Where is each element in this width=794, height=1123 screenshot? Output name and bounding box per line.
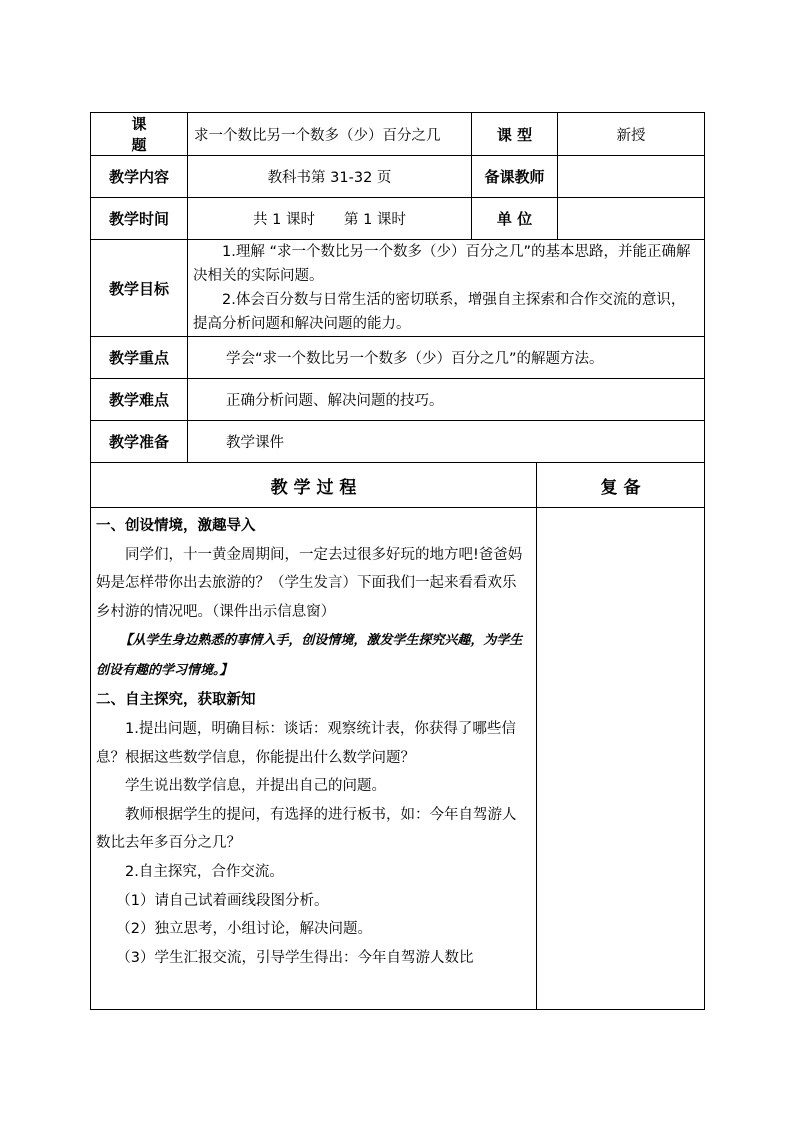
process-content: [91, 508, 537, 1010]
design-note: 【从学生身边熟悉的事情入手，创设情境，激发学生探究兴趣，为学生创设有趣的学习情境。】: [96, 633, 523, 679]
section-heading: 一、创设情境，激趣导入: [96, 518, 256, 534]
preparation-label: 教学准备: [91, 421, 188, 463]
unit-value: [558, 198, 705, 240]
paragraph: 同学们，十一黄金周期间，一定去过很多好玩的地方吧!爸爸妈妈是怎样带你出去旅游的？（学生发言）下面我们一起来看看欢乐乡村游的情况吧。（课件出示信息窗）: [96, 546, 523, 620]
paragraph: 2.自主探究，合作交流。: [125, 863, 284, 880]
content-label: 教学内容: [91, 156, 188, 198]
paragraph: （2）独立思考，小组讨论，解决问题。: [116, 921, 373, 938]
paragraph: 1.提出问题，明确目标：谈话：观察统计表，你获得了哪些信息？根据这些数学信息，你能提出什么数学问题？: [96, 720, 516, 766]
time-label: 教学时间: [91, 198, 188, 240]
paragraph: （1）请自己试着画线段图分析。: [116, 892, 329, 909]
process-heading: 教 学 过 程: [91, 463, 537, 508]
goals-label: 教学目标: [91, 240, 188, 337]
topic-label: 课 题: [91, 113, 188, 156]
type-label: 课 型: [472, 113, 558, 156]
lesson-plan-page: [90, 112, 704, 1010]
review-column: [537, 508, 705, 1010]
content-value: 教科书第 31-32 页: [188, 156, 472, 198]
goal-item: 2.体会百分数与日常生活的密切联系，增强自主探索和合作交流的意识，提高分析问题和解决问题的能力。: [193, 292, 686, 332]
process-table: [90, 462, 705, 1010]
teacher-value: [558, 156, 705, 198]
topic-value: 求一个数比另一个数多（少）百分之几: [188, 113, 472, 156]
section-heading: 二、自主探究，获取新知: [96, 692, 256, 709]
paragraph: （3）学生汇报交流，引导学生得出：今年自驾游人数比: [116, 949, 474, 966]
paragraph: 学生说出数学信息，并提出自己的问题。: [125, 778, 386, 795]
teacher-label: 备课教师: [472, 156, 558, 198]
type-value: 新授: [558, 113, 705, 156]
paragraph: 教师根据学生的提问，有选择的进行板书，如：今年自驾游人数比去年多百分之几？: [96, 806, 517, 852]
difficulty-value: 正确分析问题、解决问题的技巧。: [188, 379, 705, 421]
lesson-info-table: [90, 112, 705, 463]
preparation-value: 教学课件: [188, 421, 705, 463]
time-value: 共 1 课时 第 1 课时: [188, 198, 472, 240]
goals-content: [188, 240, 705, 337]
keypoint-value: 学会“求一个数比另一个数多（少）百分之几”的解题方法。: [188, 337, 705, 379]
keypoint-label: 教学重点: [91, 337, 188, 379]
review-heading: 复 备: [537, 463, 705, 508]
unit-label: 单 位: [472, 198, 558, 240]
difficulty-label: 教学难点: [91, 379, 188, 421]
goal-item: 1.理解 “求一个数比另一个数多（少）百分之几”的基本思路，并能正确解决相关的实际问题。: [193, 244, 691, 284]
